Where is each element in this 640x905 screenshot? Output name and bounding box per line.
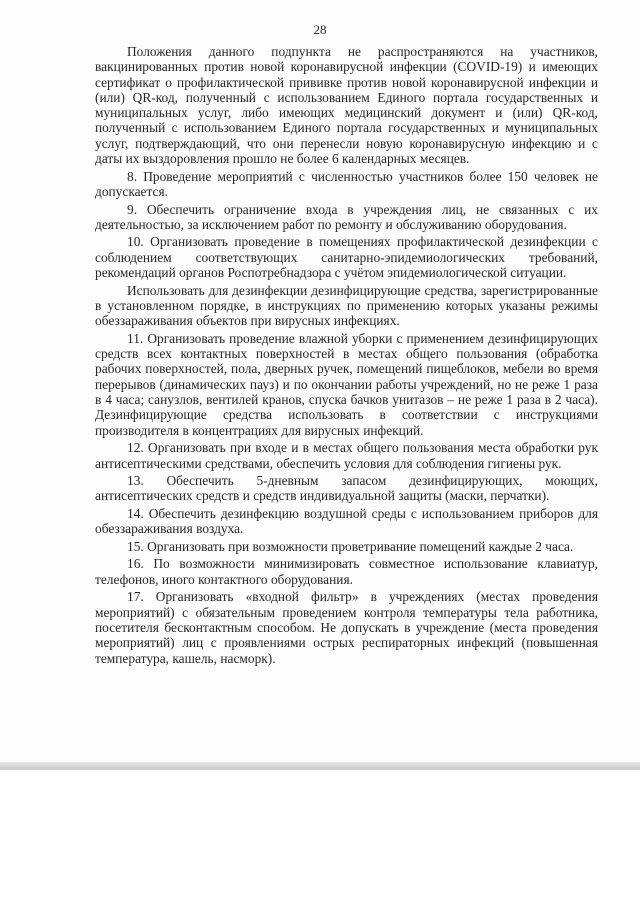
- paragraph-item-8: 8. Проведение мероприятий с численностью участников более 150 человек не допускается.: [95, 168, 598, 199]
- paragraph-disinfectants: Использовать для дезинфекции дезинфицирующие средства, зарегистрированные в установленном порядке, в инструкциях по применению которых указаны режимы обеззараживания объектов при вирусных инфекциях.: [95, 282, 598, 329]
- paragraph-item-15: 15. Организовать при возможности проветривание помещений каждые 2 часа.: [127, 538, 574, 554]
- paragraph-item-9: 9. Обеспечить ограничение входа в учреждения лиц, не связанных с их деятельностью, за исключением работ по ремонту и обслуживанию оборудования.: [95, 201, 598, 232]
- scan-edge-shadow: [0, 762, 640, 770]
- page-number: 28: [313, 22, 327, 37]
- paragraph-item-10: 10. Организовать проведение в помещениях профилактической дезинфекции с соблюдением соответствующих санитарно-эпидемиологических требований, рекомендаций органов Роспотребнадзора с учётом эпидемиологической ситуации.: [95, 234, 598, 281]
- paragraph-item-13: 13. Обеспечить 5-дневным запасом дезинфицирующих, моющих, антисептических средств и средств индивидуальной защиты (маски, перчатки).: [95, 473, 598, 504]
- paragraph-item-14: 14. Обеспечить дезинфекцию воздушной среды с использованием приборов для обеззараживания воздуха.: [95, 505, 598, 537]
- paragraph-item-17: 17. Организовать «входной фильтр» в учреждениях (местах проведения мероприятий) с обязательным проведением контроля температуры тела работника, посетителя бесконтактным способом. Не допускать в учреждение (места проведения мероприятий) лиц с проявлениями острых респираторных инфекций (повышенная температура, кашель, насморк).: [95, 589, 598, 666]
- paragraph-item-16: 16. По возможности минимизировать совместное использование клавиатур, телефонов, иного контактного оборудования.: [95, 556, 598, 587]
- paragraph-item-12: 12. Организовать при входе и в местах общего пользования места обработки рук антисептическими средствами, обеспечить условия для соблюдения гигиены рук.: [95, 440, 598, 471]
- document-body: [95, 44, 598, 668]
- paragraph-item-11: 11. Организовать проведение влажной уборки с применением дезинфицирующих средств всех контактных поверхностей в местах общего пользования (обработка рабочих поверхностей, пола, дверных ручек, помещений пищеблоков, мебели во время перерывов (динамических пауз) и по окончании работы учреждений, но не реже 1 раза в 4 часа; санузлов, вентилей кранов, спуска бачков унитазов – не реже 1 раза в 2 часа). Дезинфицирующие средства использовать в соответствии с инструкциями производителя в концентрациях для вирусных инфекций.: [95, 330, 598, 438]
- paragraph-exemption: Положения данного подпункта не распространяются на участников, вакцинированных против новой коронавирусной инфекции (COVID-19) и имеющих сертификат о профилактической прививке против новой коронавирусной инфекции и (или) QR-код, полученный с использованием Единого портала государственных и муниципальных услуг, либо имеющих медицинский документ и (или) QR-код, полученный с использованием Единого портала государственных и муниципальных услуг, подтверждающий, что они перенесли новую коронавирусную инфекцию и с даты их выздоровления прошло не более 6 календарных месяцев.: [95, 44, 598, 167]
